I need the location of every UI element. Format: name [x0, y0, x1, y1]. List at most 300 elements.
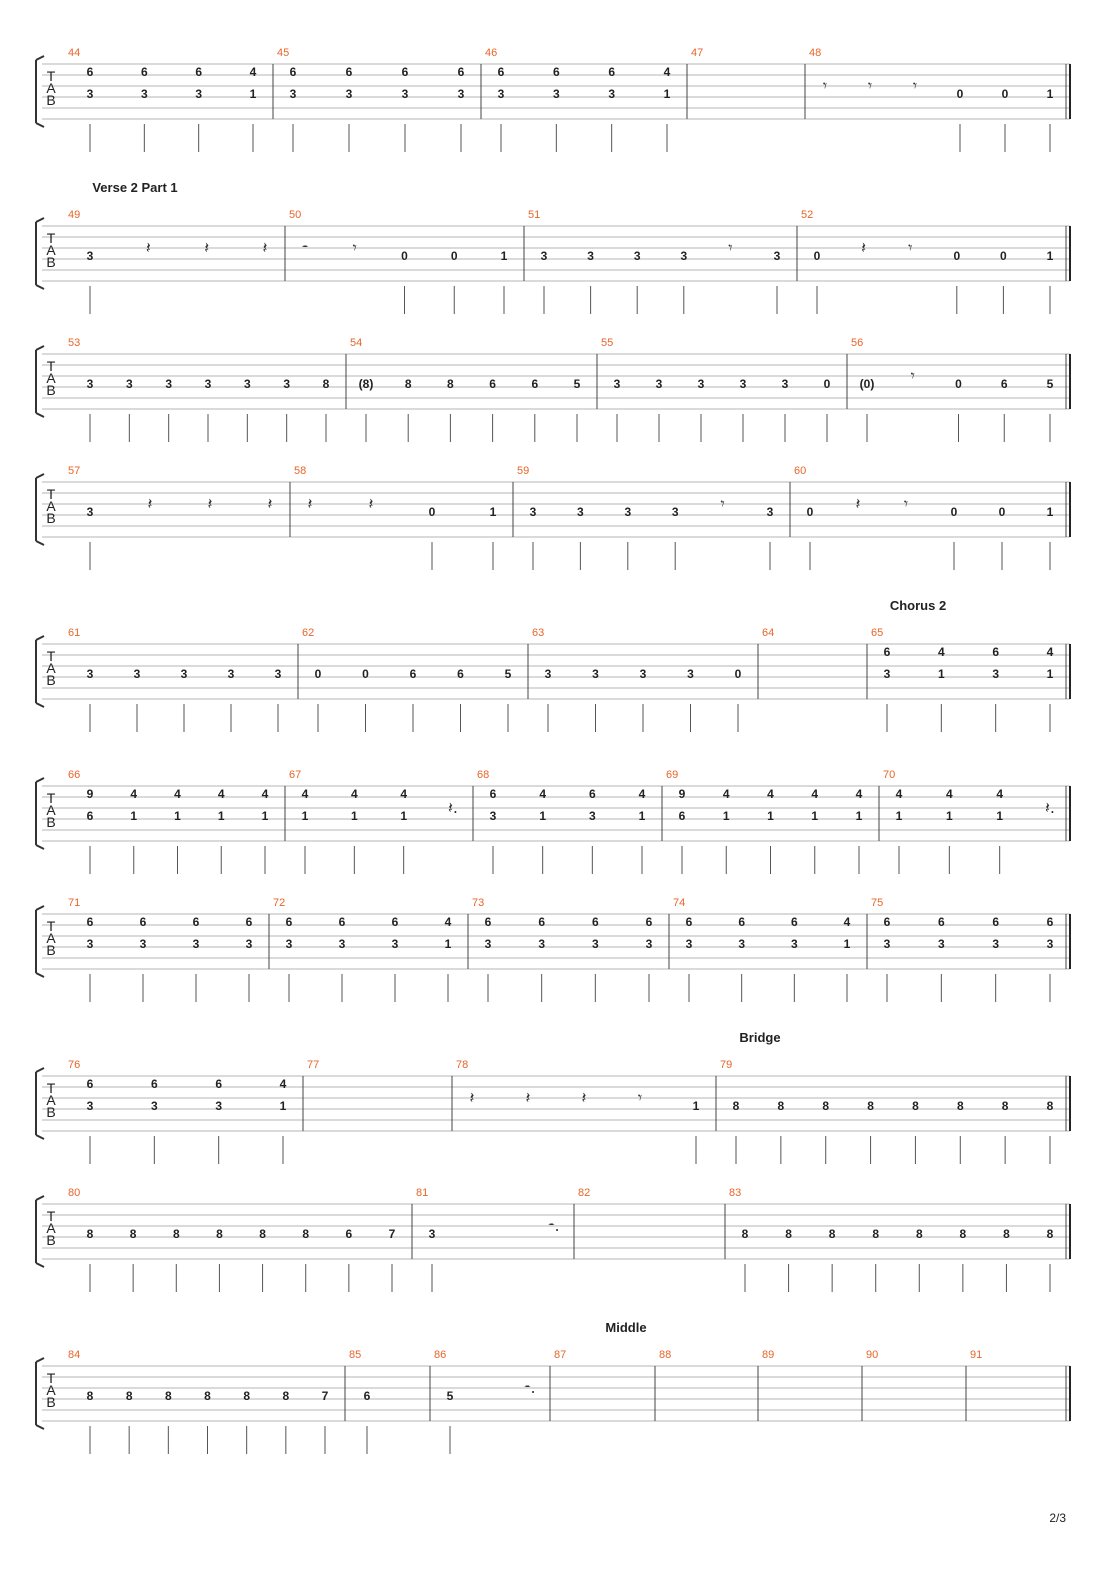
- fret-number: 9: [678, 787, 686, 801]
- measure-number: 89: [762, 1349, 775, 1361]
- fret-number: 0: [998, 505, 1006, 519]
- tab-measure: [345, 1349, 371, 1454]
- fret-number: 1: [1046, 505, 1054, 519]
- tab-clef-letter: A: [46, 80, 56, 96]
- fret-number: 6: [457, 65, 465, 79]
- measure-number: 81: [416, 1187, 429, 1199]
- fret-number: 6: [140, 65, 148, 79]
- fret-number: 1: [130, 809, 138, 823]
- measure-number: 54: [350, 337, 363, 349]
- fret-number: 6: [937, 915, 945, 929]
- fret-number: 3: [86, 505, 94, 519]
- measure-number: 76: [68, 1059, 81, 1071]
- tab-measure: [524, 209, 781, 314]
- fret-number: 8: [282, 1389, 290, 1403]
- fret-number: 3: [608, 87, 616, 101]
- fret-number: 0: [950, 505, 958, 519]
- tab-system: [36, 47, 1070, 152]
- system-bracket: [36, 346, 44, 417]
- measure-number: 85: [349, 1349, 362, 1361]
- fret-number: 8: [822, 1099, 830, 1113]
- tab-measure: [513, 465, 774, 570]
- fret-number: 6: [538, 915, 546, 929]
- fret-number: 6: [591, 915, 599, 929]
- tab-measure: [273, 47, 465, 152]
- fret-number: 3: [274, 667, 282, 681]
- fret-number: 1: [855, 809, 863, 823]
- fret-number: 3: [285, 937, 293, 951]
- fret-number: 6: [150, 1077, 158, 1091]
- fret-number: 8: [956, 1099, 964, 1113]
- tab-measure: [269, 897, 452, 1002]
- fret-number: 8: [1001, 1099, 1009, 1113]
- fret-number: 3: [391, 937, 399, 951]
- rest-symbol: 𝄽: [145, 238, 151, 257]
- fret-number: 6: [139, 915, 147, 929]
- tab-clef-letter: B: [46, 510, 56, 526]
- fret-number: 3: [544, 667, 552, 681]
- fret-number: 8: [216, 1227, 223, 1241]
- fret-number: 3: [645, 937, 653, 951]
- fret-number: 0: [401, 249, 408, 263]
- fret-number: 6: [345, 65, 353, 79]
- tab-clef-letter: B: [46, 814, 56, 830]
- fret-number: 6: [391, 915, 399, 929]
- measure-number: 62: [302, 627, 315, 639]
- fret-number: 4: [301, 787, 309, 801]
- fret-number: 7: [388, 1227, 396, 1241]
- fret-number: 3: [992, 937, 1000, 951]
- tab-clef-letter: T: [46, 1370, 56, 1386]
- fret-number: 8: [204, 1389, 211, 1403]
- fret-number: 3: [552, 87, 560, 101]
- fret-number: 4: [174, 787, 181, 801]
- measure-number: 88: [659, 1349, 672, 1361]
- fret-number: 3: [577, 505, 584, 519]
- fret-number: 4: [638, 787, 646, 801]
- system-bracket: [36, 218, 44, 289]
- fret-number: 3: [150, 1099, 158, 1113]
- tab-clef-letter: B: [46, 672, 56, 688]
- fret-number: 1: [692, 1099, 700, 1113]
- fret-number: 6: [86, 809, 94, 823]
- fret-number: 4: [767, 787, 774, 801]
- fret-number: 6: [86, 915, 94, 929]
- tab-measure: [879, 769, 1055, 874]
- fret-number: 1: [174, 809, 181, 823]
- system-bracket: [36, 778, 44, 849]
- fret-number: 8: [302, 1227, 310, 1241]
- rest-symbol: 𝄽: [267, 494, 273, 513]
- fret-number: 6: [531, 377, 539, 391]
- fret-number: 3: [639, 667, 647, 681]
- fret-number: 3: [739, 377, 747, 391]
- tab-clef-letter: A: [46, 802, 56, 818]
- measure-number: 52: [801, 209, 814, 221]
- fret-number: 0: [806, 505, 814, 519]
- fret-number: 6: [401, 65, 409, 79]
- fret-number: 3: [86, 667, 94, 681]
- fret-number: 0: [1001, 87, 1009, 101]
- rest-symbol: 𝄽: [204, 238, 210, 257]
- fret-number: 8: [785, 1227, 792, 1241]
- rest-symbol: 𝄾: [720, 494, 725, 513]
- fret-number: 1: [500, 249, 508, 263]
- fret-number: 6: [338, 915, 346, 929]
- fret-number: 1: [301, 809, 309, 823]
- tab-measure: [473, 769, 646, 874]
- fret-number: 3: [624, 505, 632, 519]
- fret-number: 6: [790, 915, 798, 929]
- fret-number: 1: [996, 809, 1004, 823]
- fret-number: 6: [345, 1227, 353, 1241]
- fret-number: 3: [883, 937, 891, 951]
- fret-number: 3: [86, 249, 94, 263]
- measure-number: 70: [883, 769, 896, 781]
- tab-system: [36, 769, 1070, 874]
- rest-symbol: 𝄽.: [1045, 798, 1055, 817]
- tab-clef-letter: T: [46, 648, 56, 664]
- system-bracket: [36, 474, 44, 545]
- fret-number: 6: [409, 667, 417, 681]
- rest-symbol: 𝄽: [147, 494, 153, 513]
- tab-measure: [597, 337, 831, 442]
- tab-clef-letter: B: [46, 942, 56, 958]
- fret-number: 6: [195, 65, 203, 79]
- fret-number: 3: [489, 809, 497, 823]
- tab-measure: [285, 769, 458, 874]
- fret-number: 6: [992, 915, 1000, 929]
- fret-number: 3: [457, 87, 465, 101]
- measure-number: 86: [434, 1349, 447, 1361]
- fret-number: 1: [261, 809, 269, 823]
- tab-measure: [412, 1187, 560, 1292]
- fret-number: 3: [1046, 937, 1054, 951]
- fret-number: 4: [217, 787, 225, 801]
- fret-number: 3: [215, 1099, 223, 1113]
- fret-number: 6: [215, 1077, 223, 1091]
- tab-measure: [68, 337, 330, 442]
- measure-number: 66: [68, 769, 81, 781]
- tab-measure: [452, 1059, 700, 1164]
- fret-number: 4: [855, 787, 863, 801]
- fret-number: 8: [1003, 1227, 1010, 1241]
- fret-number: 3: [428, 1227, 436, 1241]
- measure-number: 80: [68, 1187, 81, 1199]
- fret-number: 4: [130, 787, 138, 801]
- measure-number: 64: [762, 627, 775, 639]
- rest-symbol: 𝄼.: [524, 1378, 536, 1397]
- tab-measure: [68, 465, 273, 570]
- fret-number: 1: [843, 937, 851, 951]
- rest-symbol: 𝄽: [368, 494, 374, 513]
- rest-symbol: 𝄽: [525, 1088, 531, 1107]
- fret-number: 4: [895, 787, 903, 801]
- tab-measure: [68, 769, 269, 874]
- fret-number: 3: [587, 249, 594, 263]
- fret-number: 1: [279, 1099, 287, 1113]
- fret-number: 3: [484, 937, 492, 951]
- measure-number: 50: [289, 209, 302, 221]
- tab-clef-letter: B: [46, 1104, 56, 1120]
- fret-number: 1: [895, 809, 903, 823]
- fret-number: 1: [663, 87, 671, 101]
- measure-number: 47: [691, 47, 704, 59]
- tab-measure: [285, 209, 508, 314]
- tab-clef-letter: A: [46, 660, 56, 676]
- tab-measure: [68, 47, 257, 152]
- fret-number: 3: [133, 667, 141, 681]
- measure-number: 58: [294, 465, 307, 477]
- fret-number: 6: [738, 915, 746, 929]
- tab-measure: [669, 897, 851, 1002]
- fret-number: 8: [741, 1227, 749, 1241]
- fret-number: 4: [350, 787, 358, 801]
- fret-number: 8: [912, 1099, 919, 1113]
- fret-number: 4: [400, 787, 408, 801]
- fret-number: 6: [457, 667, 464, 681]
- fret-number: 3: [86, 87, 94, 101]
- measure-number: 67: [289, 769, 302, 781]
- fret-number: 6: [883, 645, 891, 659]
- fret-number: 6: [678, 809, 686, 823]
- fret-number: 3: [680, 249, 688, 263]
- measure-number: 87: [554, 1349, 567, 1361]
- fret-number: 8: [777, 1099, 785, 1113]
- measure-number: 77: [307, 1059, 320, 1071]
- fret-number: 1: [1046, 87, 1054, 101]
- fret-number: 3: [790, 937, 798, 951]
- fret-number: 8: [172, 1227, 180, 1241]
- tab-measure: [290, 465, 497, 570]
- fret-number: 6: [645, 915, 653, 929]
- fret-number: 1: [1046, 667, 1054, 681]
- measure-number: 72: [273, 897, 286, 909]
- fret-number: 4: [996, 787, 1004, 801]
- fret-number: 0: [955, 377, 962, 391]
- tab-clef-letter: A: [46, 370, 56, 386]
- system-bracket: [36, 906, 44, 977]
- fret-number: 1: [945, 809, 953, 823]
- fret-number: 1: [444, 937, 452, 951]
- fret-number: 3: [588, 809, 596, 823]
- tab-clef-letter: A: [46, 1092, 56, 1108]
- fret-number: 1: [249, 87, 257, 101]
- fret-number: 1: [539, 809, 547, 823]
- fret-number: 6: [685, 915, 693, 929]
- fret-number: 3: [338, 937, 346, 951]
- measure-number: 48: [809, 47, 822, 59]
- tab-system: [36, 1320, 1070, 1454]
- fret-number: 3: [140, 87, 148, 101]
- fret-number: 4: [722, 787, 730, 801]
- fret-number: 3: [937, 937, 945, 951]
- measure-number: 73: [472, 897, 485, 909]
- system-bracket: [36, 1196, 44, 1267]
- fret-number: 8: [404, 377, 412, 391]
- fret-number: 8: [1046, 1227, 1054, 1241]
- section-label: Chorus 2: [889, 598, 947, 613]
- tab-clef-letter: B: [46, 1394, 56, 1410]
- measure-number: 45: [277, 47, 290, 59]
- fret-number: 6: [86, 1077, 94, 1091]
- fret-number: 4: [937, 645, 945, 659]
- measure-number: 57: [68, 465, 81, 477]
- tab-system: [36, 465, 1070, 570]
- fret-number: 3: [401, 87, 409, 101]
- fret-number: 0: [956, 87, 964, 101]
- measure-number: 71: [68, 897, 81, 909]
- fret-number: 3: [139, 937, 147, 951]
- measure-number: 79: [720, 1059, 733, 1071]
- measure-number: 91: [970, 1349, 983, 1361]
- tab-measure: [847, 337, 1054, 442]
- measure-number: 83: [729, 1187, 742, 1199]
- fret-number: 3: [992, 667, 1000, 681]
- tab-clef-letter: T: [46, 68, 56, 84]
- tab-measure: [867, 627, 1054, 732]
- fret-number: 6: [588, 787, 596, 801]
- tab-measure: [68, 1349, 329, 1454]
- section-label: Verse 2 Part 1: [92, 180, 178, 195]
- tab-system: [36, 1030, 1070, 1164]
- measure-number: 44: [68, 47, 81, 59]
- fret-number: 6: [608, 65, 616, 79]
- fret-number: 3: [86, 377, 94, 391]
- tab-clef-letter: T: [46, 1208, 56, 1224]
- fret-number: 0: [1000, 249, 1007, 263]
- fret-number: 8: [322, 377, 330, 391]
- tab-system: [36, 897, 1070, 1002]
- tab-system: [36, 180, 1070, 314]
- measure-number: 46: [485, 47, 498, 59]
- fret-number: 3: [883, 667, 891, 681]
- fret-number: 3: [697, 377, 705, 391]
- rest-symbol: 𝄽: [861, 238, 867, 257]
- measure-number: 60: [794, 465, 807, 477]
- tab-clef-letter: T: [46, 358, 56, 374]
- fret-number: 8: [86, 1227, 94, 1241]
- fret-number: 0: [450, 249, 458, 263]
- tab-clef-letter: T: [46, 230, 56, 246]
- tab-clef-letter: T: [46, 486, 56, 502]
- tab-measure: [346, 337, 581, 442]
- tab-measure: [790, 465, 1054, 570]
- fret-number: 1: [767, 809, 774, 823]
- tab-measure: [68, 897, 253, 1002]
- rest-symbol: 𝄾: [728, 238, 733, 257]
- fret-number: 3: [538, 937, 546, 951]
- fret-number: 4: [261, 787, 269, 801]
- fret-number: 8: [959, 1227, 967, 1241]
- fret-number: 8: [243, 1389, 251, 1403]
- fret-number: 6: [289, 65, 297, 79]
- measure-number: 74: [673, 897, 686, 909]
- fret-number: 5: [504, 667, 512, 681]
- fret-number: 4: [843, 915, 851, 929]
- measure-number: 63: [532, 627, 545, 639]
- system-bracket: [36, 56, 44, 127]
- rest-symbol: 𝄾: [867, 76, 873, 95]
- fret-number: 0: [823, 377, 831, 391]
- measure-number: 84: [68, 1349, 81, 1361]
- fret-number: 6: [86, 65, 94, 79]
- tab-measure: [662, 769, 863, 874]
- fret-number: 3: [86, 937, 94, 951]
- system-bracket: [36, 1358, 44, 1429]
- fret-number: 0: [953, 249, 961, 263]
- tab-measure: [68, 627, 282, 732]
- measure-number: 56: [851, 337, 864, 349]
- measure-number: 53: [68, 337, 81, 349]
- system-bracket: [36, 636, 44, 707]
- rest-symbol: 𝄾: [352, 238, 357, 257]
- fret-number: 8: [828, 1227, 836, 1241]
- fret-number: 8: [129, 1227, 137, 1241]
- tab-system: [36, 598, 1070, 732]
- fret-number: 3: [540, 249, 548, 263]
- fret-number: 1: [1046, 249, 1054, 263]
- section-label: Bridge: [739, 1030, 781, 1045]
- fret-number: 4: [539, 787, 547, 801]
- fret-number: 3: [192, 937, 200, 951]
- fret-number: 1: [489, 505, 497, 519]
- measure-number: 90: [866, 1349, 879, 1361]
- tab-clef-letter: A: [46, 1220, 56, 1236]
- tab-clef-letter: A: [46, 498, 56, 514]
- tab-clef-letter: A: [46, 242, 56, 258]
- fret-number: (8): [358, 377, 374, 391]
- fret-number: 3: [289, 87, 297, 101]
- fret-number: 8: [915, 1227, 923, 1241]
- system-bracket: [36, 1068, 44, 1139]
- measure-number: 68: [477, 769, 490, 781]
- measure-number: 51: [528, 209, 541, 221]
- tab-measure: [481, 47, 671, 152]
- fret-number: 3: [738, 937, 746, 951]
- fret-number: 8: [867, 1099, 874, 1113]
- fret-number: 8: [125, 1389, 133, 1403]
- fret-number: 1: [217, 809, 225, 823]
- fret-number: 6: [285, 915, 293, 929]
- tab-measure: [68, 209, 268, 314]
- tab-measure: [797, 209, 1054, 314]
- fret-number: 3: [773, 249, 781, 263]
- fret-number: 4: [249, 65, 257, 79]
- fret-number: 1: [937, 667, 945, 681]
- fret-number: 3: [671, 505, 679, 519]
- fret-number: 3: [655, 377, 663, 391]
- fret-number: 4: [663, 65, 671, 79]
- tab-measure: [468, 897, 653, 1002]
- rest-symbol: 𝄼.: [548, 1216, 560, 1235]
- fret-number: 3: [633, 249, 641, 263]
- fret-number: 3: [204, 377, 212, 391]
- rest-symbol: 𝄼: [301, 238, 309, 257]
- tab-clef-letter: T: [46, 918, 56, 934]
- tab-measure: [867, 897, 1054, 1002]
- measure-number: 75: [871, 897, 884, 909]
- fret-number: 3: [529, 505, 537, 519]
- rest-symbol: 𝄽: [262, 238, 268, 257]
- fret-number: 4: [279, 1077, 287, 1091]
- tab-clef-letter: A: [46, 1382, 56, 1398]
- fret-number: (0): [859, 377, 875, 391]
- fret-number: 6: [489, 787, 497, 801]
- rest-symbol: 𝄽: [855, 494, 861, 513]
- measure-number: 55: [601, 337, 614, 349]
- fret-number: 6: [883, 915, 891, 929]
